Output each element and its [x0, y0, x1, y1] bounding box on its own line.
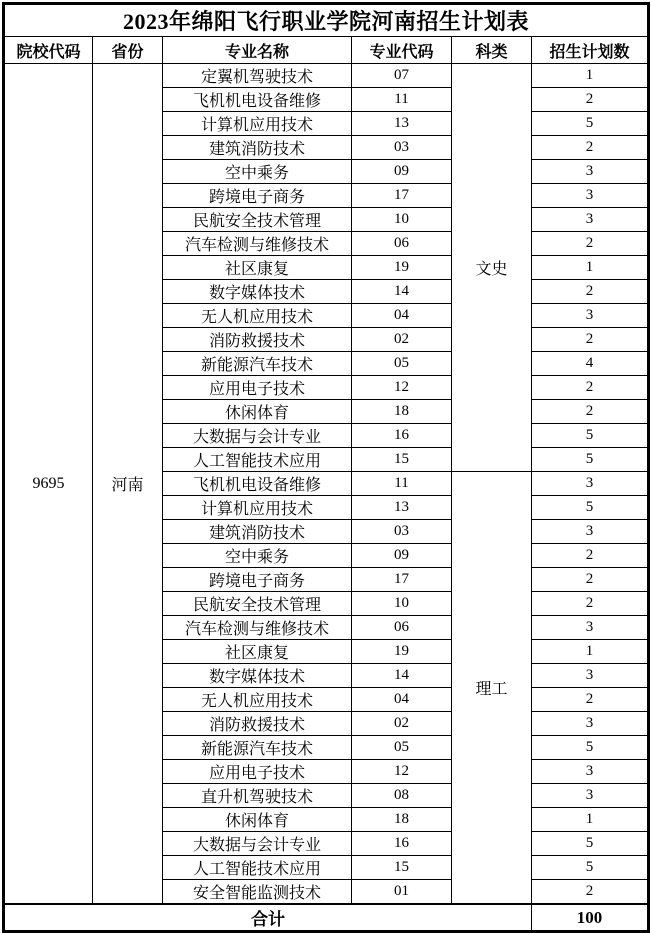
- plan-count-cell: 2: [532, 328, 649, 352]
- major-name-cell: 数字媒体技术: [163, 280, 352, 304]
- plan-count-cell: 1: [532, 640, 649, 664]
- major-code-cell: 14: [352, 280, 452, 304]
- major-code-cell: 06: [352, 232, 452, 256]
- plan-count-cell: 3: [532, 304, 649, 328]
- plan-count-cell: 3: [532, 208, 649, 232]
- major-name-cell: 社区康复: [163, 256, 352, 280]
- major-code-cell: 11: [352, 472, 452, 496]
- plan-count-cell: 2: [532, 136, 649, 160]
- plan-count-cell: 5: [532, 424, 649, 448]
- plan-count-cell: 3: [532, 472, 649, 496]
- plan-count-cell: 5: [532, 448, 649, 472]
- major-code-cell: 07: [352, 64, 452, 88]
- major-code-cell: 18: [352, 808, 452, 832]
- plan-count-cell: 1: [532, 808, 649, 832]
- major-code-cell: 08: [352, 784, 452, 808]
- province-cell: 河南: [93, 64, 163, 905]
- plan-count-cell: 3: [532, 760, 649, 784]
- major-name-cell: 计算机应用技术: [163, 496, 352, 520]
- plan-count-cell: 5: [532, 832, 649, 856]
- table-body: [4, 64, 649, 905]
- major-code-cell: 05: [352, 736, 452, 760]
- subject-category-cell: 理工: [452, 472, 532, 905]
- major-name-cell: 休闲体育: [163, 400, 352, 424]
- major-name-cell: 跨境电子商务: [163, 184, 352, 208]
- major-name-cell: 空中乘务: [163, 544, 352, 568]
- major-name-cell: 休闲体育: [163, 808, 352, 832]
- table-title: 2023年绵阳飞行职业学院河南招生计划表: [4, 4, 649, 37]
- plan-count-cell: 2: [532, 232, 649, 256]
- plan-count-cell: 3: [532, 520, 649, 544]
- major-name-cell: 飞机机电设备维修: [163, 472, 352, 496]
- header-province: 省份: [93, 37, 163, 64]
- major-name-cell: 应用电子技术: [163, 760, 352, 784]
- major-code-cell: 09: [352, 160, 452, 184]
- title-row: [4, 4, 649, 37]
- major-name-cell: 人工智能技术应用: [163, 856, 352, 880]
- major-code-cell: 12: [352, 760, 452, 784]
- total-value-cell: 100: [532, 904, 649, 932]
- major-code-cell: 11: [352, 88, 452, 112]
- enrollment-plan-table: [2, 2, 650, 933]
- major-name-cell: 无人机应用技术: [163, 688, 352, 712]
- major-code-cell: 16: [352, 832, 452, 856]
- major-code-cell: 09: [352, 544, 452, 568]
- major-code-cell: 04: [352, 688, 452, 712]
- total-label-cell: 合计: [4, 904, 532, 932]
- plan-count-cell: 3: [532, 184, 649, 208]
- major-code-cell: 06: [352, 616, 452, 640]
- plan-count-cell: 5: [532, 856, 649, 880]
- major-name-cell: 数字媒体技术: [163, 664, 352, 688]
- major-name-cell: 大数据与会计专业: [163, 832, 352, 856]
- plan-count-cell: 2: [532, 568, 649, 592]
- major-code-cell: 17: [352, 568, 452, 592]
- major-name-cell: 空中乘务: [163, 160, 352, 184]
- major-code-cell: 15: [352, 448, 452, 472]
- plan-count-cell: 3: [532, 712, 649, 736]
- header-row: [4, 37, 649, 64]
- major-code-cell: 15: [352, 856, 452, 880]
- major-code-cell: 19: [352, 640, 452, 664]
- header-plan-count: 招生计划数: [532, 37, 649, 64]
- plan-count-cell: 2: [532, 880, 649, 905]
- plan-count-cell: 3: [532, 784, 649, 808]
- major-code-cell: 13: [352, 112, 452, 136]
- major-name-cell: 直升机驾驶技术: [163, 784, 352, 808]
- major-name-cell: 定翼机驾驶技术: [163, 64, 352, 88]
- major-name-cell: 大数据与会计专业: [163, 424, 352, 448]
- subject-category-cell: 文史: [452, 64, 532, 472]
- major-name-cell: 新能源汽车技术: [163, 736, 352, 760]
- major-name-cell: 建筑消防技术: [163, 136, 352, 160]
- table-row: [4, 64, 649, 88]
- plan-count-cell: 4: [532, 352, 649, 376]
- plan-count-cell: 5: [532, 112, 649, 136]
- plan-count-cell: 2: [532, 400, 649, 424]
- major-code-cell: 16: [352, 424, 452, 448]
- major-name-cell: 汽车检测与维修技术: [163, 232, 352, 256]
- college-code-cell: 9695: [4, 64, 93, 905]
- plan-count-cell: 3: [532, 664, 649, 688]
- major-code-cell: 01: [352, 880, 452, 905]
- plan-count-cell: 2: [532, 592, 649, 616]
- major-code-cell: 13: [352, 496, 452, 520]
- major-name-cell: 人工智能技术应用: [163, 448, 352, 472]
- plan-count-cell: 2: [532, 280, 649, 304]
- major-code-cell: 02: [352, 712, 452, 736]
- major-name-cell: 新能源汽车技术: [163, 352, 352, 376]
- major-code-cell: 10: [352, 208, 452, 232]
- plan-count-cell: 3: [532, 160, 649, 184]
- major-name-cell: 民航安全技术管理: [163, 592, 352, 616]
- major-code-cell: 04: [352, 304, 452, 328]
- major-code-cell: 10: [352, 592, 452, 616]
- major-code-cell: 03: [352, 136, 452, 160]
- major-name-cell: 跨境电子商务: [163, 568, 352, 592]
- plan-count-cell: 2: [532, 376, 649, 400]
- major-code-cell: 18: [352, 400, 452, 424]
- major-name-cell: 飞机机电设备维修: [163, 88, 352, 112]
- plan-count-cell: 2: [532, 688, 649, 712]
- major-code-cell: 02: [352, 328, 452, 352]
- major-name-cell: 消防救援技术: [163, 712, 352, 736]
- major-name-cell: 安全智能监测技术: [163, 880, 352, 905]
- major-name-cell: 无人机应用技术: [163, 304, 352, 328]
- header-major-name: 专业名称: [163, 37, 352, 64]
- plan-count-cell: 5: [532, 496, 649, 520]
- major-code-cell: 17: [352, 184, 452, 208]
- major-code-cell: 03: [352, 520, 452, 544]
- header-subject-category: 科类: [452, 37, 532, 64]
- header-college-code: 院校代码: [4, 37, 93, 64]
- plan-count-cell: 2: [532, 88, 649, 112]
- major-name-cell: 建筑消防技术: [163, 520, 352, 544]
- major-name-cell: 应用电子技术: [163, 376, 352, 400]
- major-code-cell: 19: [352, 256, 452, 280]
- major-name-cell: 消防救援技术: [163, 328, 352, 352]
- plan-count-cell: 1: [532, 256, 649, 280]
- plan-count-cell: 5: [532, 736, 649, 760]
- plan-count-cell: 3: [532, 616, 649, 640]
- major-name-cell: 计算机应用技术: [163, 112, 352, 136]
- major-code-cell: 14: [352, 664, 452, 688]
- header-major-code: 专业代码: [352, 37, 452, 64]
- major-name-cell: 社区康复: [163, 640, 352, 664]
- total-row: [4, 904, 649, 932]
- major-name-cell: 汽车检测与维修技术: [163, 616, 352, 640]
- major-name-cell: 民航安全技术管理: [163, 208, 352, 232]
- plan-count-cell: 2: [532, 544, 649, 568]
- major-code-cell: 12: [352, 376, 452, 400]
- major-code-cell: 05: [352, 352, 452, 376]
- plan-count-cell: 1: [532, 64, 649, 88]
